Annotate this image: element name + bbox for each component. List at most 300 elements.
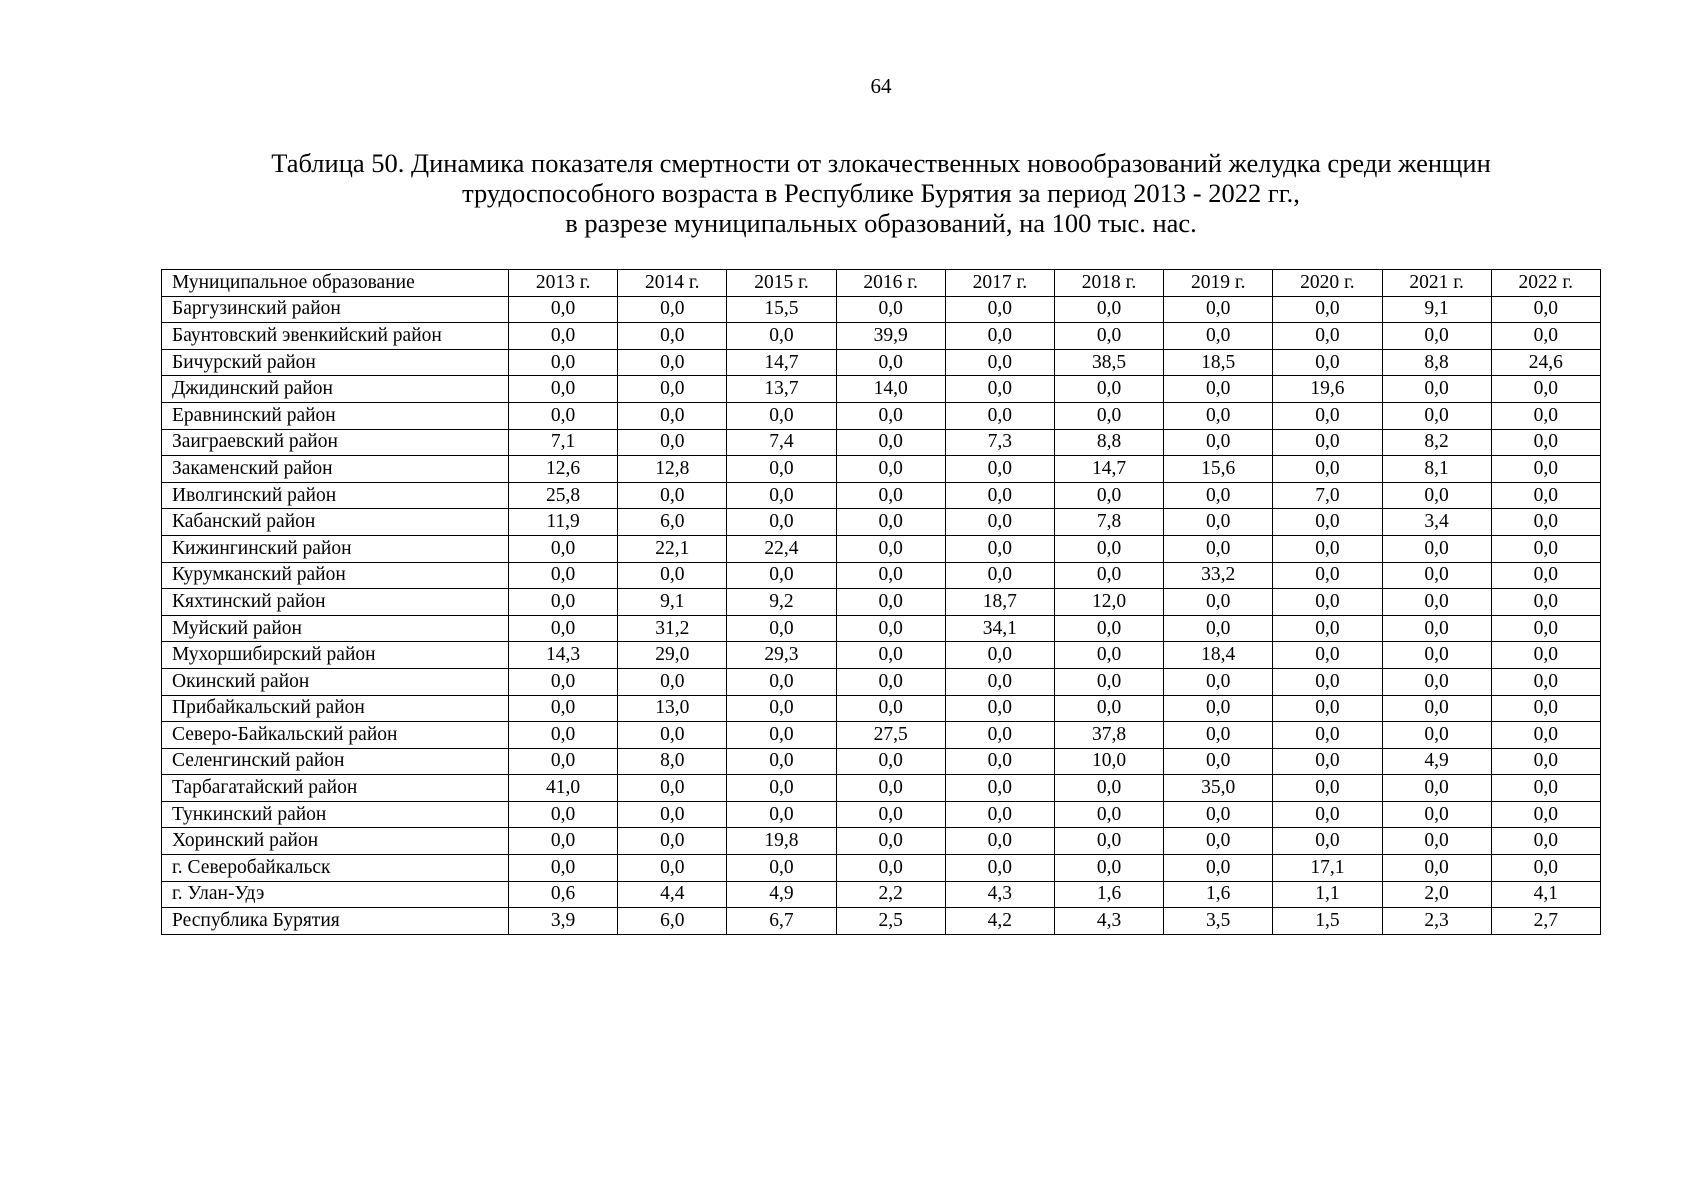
- value-cell: 0,0: [1382, 615, 1491, 642]
- municipality-name-cell: Селенгинский район: [162, 748, 509, 775]
- value-cell: 0,0: [618, 349, 727, 376]
- value-cell: 0,0: [945, 509, 1054, 536]
- value-cell: 0,0: [945, 668, 1054, 695]
- table-row: [162, 615, 1601, 642]
- table-row: [162, 482, 1601, 509]
- value-cell: 0,0: [836, 509, 945, 536]
- table-row: [162, 748, 1601, 775]
- value-cell: 0,0: [1382, 589, 1491, 616]
- value-cell: 0,0: [727, 509, 836, 536]
- value-cell: 0,0: [836, 535, 945, 562]
- municipality-name-cell: Окинский район: [162, 668, 509, 695]
- municipality-name-cell: Тункинский район: [162, 801, 509, 828]
- column-header-year: 2013 г.: [509, 270, 618, 297]
- municipality-name-cell: Заиграевский район: [162, 429, 509, 456]
- value-cell: 0,0: [945, 828, 1054, 855]
- value-cell: 0,0: [945, 775, 1054, 802]
- value-cell: 9,1: [618, 589, 727, 616]
- value-cell: 0,0: [1273, 402, 1382, 429]
- municipality-name-cell: Бичурский район: [162, 349, 509, 376]
- value-cell: 11,9: [509, 509, 618, 536]
- table-row: [162, 509, 1601, 536]
- value-cell: 0,0: [1273, 748, 1382, 775]
- value-cell: 0,0: [509, 589, 618, 616]
- value-cell: 2,3: [1382, 908, 1491, 935]
- municipality-name-cell: Баунтовский эвенкийский район: [162, 323, 509, 350]
- value-cell: 0,0: [727, 855, 836, 882]
- value-cell: 0,0: [727, 482, 836, 509]
- table-title-line-1: Таблица 50. Динамика показателя смертности от злокачественных новообразований желудка среди женщин: [271, 148, 1491, 178]
- value-cell: 0,0: [1054, 801, 1163, 828]
- value-cell: 6,0: [618, 509, 727, 536]
- value-cell: 0,0: [1164, 801, 1273, 828]
- value-cell: 0,0: [1491, 535, 1600, 562]
- value-cell: 0,0: [945, 695, 1054, 722]
- value-cell: 0,0: [618, 562, 727, 589]
- value-cell: 0,0: [1273, 668, 1382, 695]
- value-cell: 0,0: [1273, 642, 1382, 669]
- value-cell: 2,0: [1382, 881, 1491, 908]
- value-cell: 0,0: [1054, 828, 1163, 855]
- value-cell: 0,0: [727, 456, 836, 483]
- value-cell: 0,0: [618, 801, 727, 828]
- value-cell: 18,7: [945, 589, 1054, 616]
- value-cell: 0,0: [727, 562, 836, 589]
- value-cell: 0,0: [1054, 535, 1163, 562]
- value-cell: 0,6: [509, 881, 618, 908]
- value-cell: 0,0: [1164, 402, 1273, 429]
- value-cell: 0,0: [945, 456, 1054, 483]
- table-row: [162, 801, 1601, 828]
- value-cell: 0,0: [509, 828, 618, 855]
- value-cell: 0,0: [1054, 296, 1163, 323]
- value-cell: 0,0: [945, 349, 1054, 376]
- municipality-name-cell: г. Северобайкальск: [162, 855, 509, 882]
- value-cell: 0,0: [836, 456, 945, 483]
- value-cell: 0,0: [618, 775, 727, 802]
- value-cell: 0,0: [618, 429, 727, 456]
- value-cell: 31,2: [618, 615, 727, 642]
- value-cell: 0,0: [727, 615, 836, 642]
- value-cell: 0,0: [945, 855, 1054, 882]
- value-cell: 12,0: [1054, 589, 1163, 616]
- value-cell: 0,0: [1382, 695, 1491, 722]
- value-cell: 0,0: [618, 376, 727, 403]
- value-cell: 0,0: [509, 695, 618, 722]
- value-cell: 3,9: [509, 908, 618, 935]
- value-cell: 0,0: [1491, 615, 1600, 642]
- value-cell: 0,0: [1054, 482, 1163, 509]
- table-title-line-2: трудоспособного возраста в Республике Бурятия за период 2013 - 2022 гг.,: [462, 178, 1300, 208]
- value-cell: 8,0: [618, 748, 727, 775]
- value-cell: 7,1: [509, 429, 618, 456]
- value-cell: 17,1: [1273, 855, 1382, 882]
- value-cell: 0,0: [1054, 775, 1163, 802]
- value-cell: 0,0: [1491, 456, 1600, 483]
- value-cell: 0,0: [836, 402, 945, 429]
- value-cell: 2,7: [1491, 908, 1600, 935]
- municipality-name-cell: Джидинский район: [162, 376, 509, 403]
- value-cell: 18,5: [1164, 349, 1273, 376]
- municipality-name-cell: Иволгинский район: [162, 482, 509, 509]
- value-cell: 38,5: [1054, 349, 1163, 376]
- table-row: [162, 828, 1601, 855]
- value-cell: 12,6: [509, 456, 618, 483]
- column-header-municipality: Муниципальное образование: [162, 270, 509, 297]
- value-cell: 0,0: [1164, 376, 1273, 403]
- value-cell: 41,0: [509, 775, 618, 802]
- value-cell: 9,2: [727, 589, 836, 616]
- value-cell: 0,0: [1273, 456, 1382, 483]
- value-cell: 4,3: [945, 881, 1054, 908]
- municipality-name-cell: Прибайкальский район: [162, 695, 509, 722]
- value-cell: 0,0: [1164, 855, 1273, 882]
- value-cell: 0,0: [1273, 828, 1382, 855]
- value-cell: 0,0: [1164, 615, 1273, 642]
- value-cell: 0,0: [945, 801, 1054, 828]
- value-cell: 19,6: [1273, 376, 1382, 403]
- municipality-name-cell: г. Улан-Удэ: [162, 881, 509, 908]
- table-row: [162, 323, 1601, 350]
- value-cell: 0,0: [727, 801, 836, 828]
- column-header-year: 2020 г.: [1273, 270, 1382, 297]
- value-cell: 4,3: [1054, 908, 1163, 935]
- value-cell: 0,0: [1382, 376, 1491, 403]
- value-cell: 0,0: [1054, 562, 1163, 589]
- value-cell: 22,1: [618, 535, 727, 562]
- value-cell: 25,8: [509, 482, 618, 509]
- value-cell: 0,0: [1054, 695, 1163, 722]
- value-cell: 35,0: [1164, 775, 1273, 802]
- value-cell: 13,7: [727, 376, 836, 403]
- value-cell: 0,0: [1273, 801, 1382, 828]
- value-cell: 0,0: [1491, 429, 1600, 456]
- value-cell: 0,0: [836, 855, 945, 882]
- value-cell: 0,0: [1164, 748, 1273, 775]
- column-header-year: 2014 г.: [618, 270, 727, 297]
- value-cell: 0,0: [509, 323, 618, 350]
- value-cell: 14,7: [1054, 456, 1163, 483]
- table-row: [162, 535, 1601, 562]
- table-row: [162, 376, 1601, 403]
- municipality-name-cell: Республика Бурятия: [162, 908, 509, 935]
- value-cell: 4,1: [1491, 881, 1600, 908]
- municipality-name-cell: Тарбагатайский район: [162, 775, 509, 802]
- value-cell: 2,2: [836, 881, 945, 908]
- table-row: [162, 855, 1601, 882]
- value-cell: 0,0: [945, 402, 1054, 429]
- municipality-name-cell: Кижингинский район: [162, 535, 509, 562]
- value-cell: 0,0: [945, 722, 1054, 749]
- table-row: [162, 775, 1601, 802]
- value-cell: 4,2: [945, 908, 1054, 935]
- value-cell: 0,0: [1054, 642, 1163, 669]
- value-cell: 0,0: [1273, 695, 1382, 722]
- value-cell: 0,0: [1382, 828, 1491, 855]
- value-cell: 0,0: [836, 801, 945, 828]
- value-cell: 0,0: [1164, 589, 1273, 616]
- value-cell: 0,0: [1382, 402, 1491, 429]
- column-header-year: 2017 г.: [945, 270, 1054, 297]
- value-cell: 4,9: [727, 881, 836, 908]
- value-cell: 13,0: [618, 695, 727, 722]
- table-row: [162, 668, 1601, 695]
- value-cell: 0,0: [1491, 562, 1600, 589]
- value-cell: 0,0: [1164, 668, 1273, 695]
- table-row: [162, 562, 1601, 589]
- municipality-name-cell: Муйский район: [162, 615, 509, 642]
- value-cell: 0,0: [1491, 801, 1600, 828]
- column-header-year: 2021 г.: [1382, 270, 1491, 297]
- value-cell: 0,0: [836, 748, 945, 775]
- value-cell: 0,0: [1491, 323, 1600, 350]
- value-cell: 0,0: [945, 535, 1054, 562]
- value-cell: 0,0: [1491, 509, 1600, 536]
- value-cell: 0,0: [1382, 801, 1491, 828]
- value-cell: 0,0: [1164, 429, 1273, 456]
- value-cell: 0,0: [945, 376, 1054, 403]
- value-cell: 0,0: [1273, 615, 1382, 642]
- table-body: [162, 296, 1601, 934]
- municipality-name-cell: Закаменский район: [162, 456, 509, 483]
- value-cell: 0,0: [1273, 349, 1382, 376]
- value-cell: 0,0: [1273, 775, 1382, 802]
- value-cell: 29,0: [618, 642, 727, 669]
- value-cell: 33,2: [1164, 562, 1273, 589]
- municipality-name-cell: Хоринский район: [162, 828, 509, 855]
- value-cell: 8,2: [1382, 429, 1491, 456]
- value-cell: 0,0: [1382, 642, 1491, 669]
- value-cell: 0,0: [945, 642, 1054, 669]
- value-cell: 0,0: [1164, 722, 1273, 749]
- value-cell: 0,0: [509, 562, 618, 589]
- value-cell: 0,0: [618, 323, 727, 350]
- value-cell: 0,0: [1382, 855, 1491, 882]
- table-row: [162, 722, 1601, 749]
- value-cell: 1,5: [1273, 908, 1382, 935]
- value-cell: 0,0: [727, 323, 836, 350]
- value-cell: 0,0: [1491, 589, 1600, 616]
- value-cell: 15,5: [727, 296, 836, 323]
- table-row: [162, 642, 1601, 669]
- table-row: [162, 429, 1601, 456]
- column-header-year: 2018 г.: [1054, 270, 1163, 297]
- table-row: [162, 456, 1601, 483]
- value-cell: 0,0: [836, 642, 945, 669]
- value-cell: 0,0: [1054, 402, 1163, 429]
- value-cell: 0,0: [727, 748, 836, 775]
- municipality-name-cell: Еравнинский район: [162, 402, 509, 429]
- value-cell: 0,0: [836, 775, 945, 802]
- table-row: [162, 349, 1601, 376]
- value-cell: 0,0: [1164, 828, 1273, 855]
- value-cell: 29,3: [727, 642, 836, 669]
- value-cell: 0,0: [1273, 323, 1382, 350]
- value-cell: 7,8: [1054, 509, 1163, 536]
- value-cell: 0,0: [1491, 695, 1600, 722]
- value-cell: 37,8: [1054, 722, 1163, 749]
- column-header-year: 2016 г.: [836, 270, 945, 297]
- value-cell: 0,0: [836, 695, 945, 722]
- value-cell: 0,0: [836, 668, 945, 695]
- value-cell: 14,7: [727, 349, 836, 376]
- value-cell: 0,0: [836, 589, 945, 616]
- value-cell: 0,0: [1273, 722, 1382, 749]
- municipality-name-cell: Кяхтинский район: [162, 589, 509, 616]
- value-cell: 22,4: [727, 535, 836, 562]
- value-cell: 0,0: [618, 722, 727, 749]
- value-cell: 0,0: [1164, 482, 1273, 509]
- value-cell: 0,0: [1491, 775, 1600, 802]
- value-cell: 0,0: [509, 722, 618, 749]
- value-cell: 0,0: [727, 775, 836, 802]
- value-cell: 0,0: [1491, 748, 1600, 775]
- value-cell: 1,1: [1273, 881, 1382, 908]
- value-cell: 7,4: [727, 429, 836, 456]
- value-cell: 0,0: [836, 562, 945, 589]
- value-cell: 0,0: [836, 828, 945, 855]
- value-cell: 0,0: [1491, 855, 1600, 882]
- value-cell: 0,0: [509, 801, 618, 828]
- value-cell: 0,0: [618, 296, 727, 323]
- value-cell: 0,0: [1491, 642, 1600, 669]
- value-cell: 7,0: [1273, 482, 1382, 509]
- value-cell: 8,1: [1382, 456, 1491, 483]
- value-cell: 6,0: [618, 908, 727, 935]
- value-cell: 0,0: [618, 402, 727, 429]
- value-cell: 0,0: [945, 562, 1054, 589]
- value-cell: 0,0: [1054, 376, 1163, 403]
- value-cell: 0,0: [509, 296, 618, 323]
- value-cell: 0,0: [1491, 828, 1600, 855]
- value-cell: 9,1: [1382, 296, 1491, 323]
- value-cell: 0,0: [1273, 562, 1382, 589]
- value-cell: 0,0: [618, 668, 727, 695]
- value-cell: 0,0: [618, 828, 727, 855]
- value-cell: 14,0: [836, 376, 945, 403]
- value-cell: 0,0: [836, 615, 945, 642]
- value-cell: 3,4: [1382, 509, 1491, 536]
- value-cell: 0,0: [1382, 562, 1491, 589]
- municipality-name-cell: Мухоршибирский район: [162, 642, 509, 669]
- value-cell: 0,0: [1382, 775, 1491, 802]
- value-cell: 0,0: [509, 748, 618, 775]
- value-cell: 0,0: [945, 748, 1054, 775]
- table-row: [162, 402, 1601, 429]
- value-cell: 0,0: [618, 855, 727, 882]
- table-title: [0, 148, 1698, 238]
- value-cell: 0,0: [945, 323, 1054, 350]
- value-cell: 0,0: [509, 349, 618, 376]
- value-cell: 7,3: [945, 429, 1054, 456]
- value-cell: 0,0: [945, 296, 1054, 323]
- column-header-year: 2022 г.: [1491, 270, 1600, 297]
- column-header-year: 2019 г.: [1164, 270, 1273, 297]
- value-cell: 18,4: [1164, 642, 1273, 669]
- value-cell: 27,5: [836, 722, 945, 749]
- value-cell: 0,0: [1164, 695, 1273, 722]
- value-cell: 0,0: [1273, 429, 1382, 456]
- value-cell: 0,0: [836, 482, 945, 509]
- value-cell: 19,8: [727, 828, 836, 855]
- value-cell: 0,0: [1273, 509, 1382, 536]
- value-cell: 0,0: [727, 695, 836, 722]
- value-cell: 0,0: [1491, 722, 1600, 749]
- mortality-table: [161, 269, 1601, 935]
- value-cell: 0,0: [1164, 296, 1273, 323]
- value-cell: 0,0: [1491, 668, 1600, 695]
- value-cell: 0,0: [509, 855, 618, 882]
- page-number: 64: [870, 74, 892, 98]
- value-cell: 0,0: [1382, 323, 1491, 350]
- value-cell: 0,0: [727, 402, 836, 429]
- value-cell: 0,0: [945, 482, 1054, 509]
- value-cell: 0,0: [836, 349, 945, 376]
- value-cell: 8,8: [1382, 349, 1491, 376]
- value-cell: 39,9: [836, 323, 945, 350]
- value-cell: 0,0: [1382, 668, 1491, 695]
- value-cell: 0,0: [1054, 855, 1163, 882]
- value-cell: 0,0: [1164, 323, 1273, 350]
- value-cell: 0,0: [1054, 615, 1163, 642]
- value-cell: 24,6: [1491, 349, 1600, 376]
- value-cell: 2,5: [836, 908, 945, 935]
- value-cell: 0,0: [727, 722, 836, 749]
- value-cell: 0,0: [618, 482, 727, 509]
- value-cell: 6,7: [727, 908, 836, 935]
- value-cell: 4,4: [618, 881, 727, 908]
- value-cell: 0,0: [1491, 296, 1600, 323]
- value-cell: 3,5: [1164, 908, 1273, 935]
- value-cell: 8,8: [1054, 429, 1163, 456]
- value-cell: 0,0: [1491, 376, 1600, 403]
- column-header-year: 2015 г.: [727, 270, 836, 297]
- value-cell: 12,8: [618, 456, 727, 483]
- value-cell: 0,0: [1054, 668, 1163, 695]
- value-cell: 0,0: [509, 615, 618, 642]
- value-cell: 0,0: [1164, 509, 1273, 536]
- value-cell: 0,0: [509, 668, 618, 695]
- value-cell: 0,0: [836, 429, 945, 456]
- value-cell: 0,0: [1382, 722, 1491, 749]
- table-row: [162, 695, 1601, 722]
- value-cell: 0,0: [1164, 535, 1273, 562]
- municipality-name-cell: Северо-Байкальский район: [162, 722, 509, 749]
- value-cell: 0,0: [1273, 296, 1382, 323]
- value-cell: 1,6: [1164, 881, 1273, 908]
- value-cell: 0,0: [727, 668, 836, 695]
- value-cell: 0,0: [1054, 323, 1163, 350]
- value-cell: 0,0: [1382, 535, 1491, 562]
- value-cell: 34,1: [945, 615, 1054, 642]
- value-cell: 1,6: [1054, 881, 1163, 908]
- table-row: [162, 589, 1601, 616]
- value-cell: 0,0: [1273, 535, 1382, 562]
- municipality-name-cell: Кабанский район: [162, 509, 509, 536]
- value-cell: 0,0: [509, 535, 618, 562]
- value-cell: 0,0: [1382, 482, 1491, 509]
- table-title-line-3: в разрезе муниципальных образований, на 100 тыс. нас.: [565, 208, 1197, 238]
- value-cell: 0,0: [1491, 482, 1600, 509]
- value-cell: 0,0: [1491, 402, 1600, 429]
- value-cell: 0,0: [509, 402, 618, 429]
- value-cell: 15,6: [1164, 456, 1273, 483]
- value-cell: 0,0: [836, 296, 945, 323]
- table-row: [162, 296, 1601, 323]
- municipality-name-cell: Курумканский район: [162, 562, 509, 589]
- value-cell: 0,0: [509, 376, 618, 403]
- municipality-name-cell: Баргузинский район: [162, 296, 509, 323]
